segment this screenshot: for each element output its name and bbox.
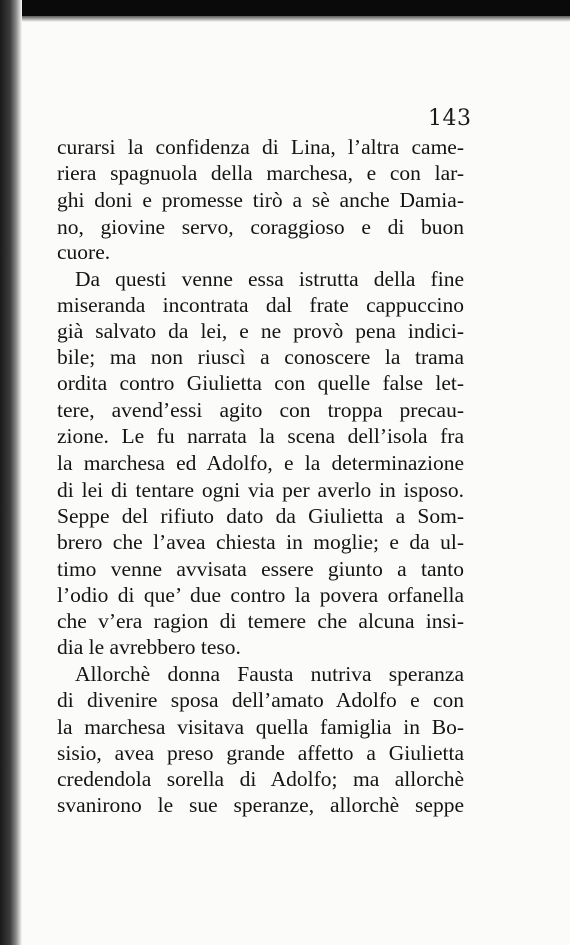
text-line: Seppe del rifiuto dato da Giulietta a Som- [57, 504, 464, 528]
text-line: ordita contro Giulietta con quelle false let- [57, 371, 464, 395]
text-line: Allorchè donna Fausta nutriva speranza [75, 662, 464, 686]
text-line: dia le avrebbero teso. [57, 635, 241, 659]
text-line: curarsi la confidenza di Lina, l’altra came- [57, 135, 464, 159]
text-line: miseranda incontrata dal frate cappuccino [57, 293, 464, 317]
page-number: 143 [428, 106, 472, 131]
book-spine-shadow [0, 0, 22, 945]
text-line: cuore. [57, 240, 111, 264]
text-line: tere, avend’essi agito con troppa precau- [57, 398, 464, 422]
text-line: di lei di tentare ogni via per averlo in isposo. [57, 478, 464, 502]
text-line: no, giovine servo, coraggioso e di buon [57, 215, 464, 239]
text-line: Da questi venne essa istrutta della fine [75, 267, 464, 291]
text-line: già salvato da lei, e ne provò pena indici- [57, 319, 464, 343]
text-line: la marchesa visitava quella famiglia in Bo- [57, 715, 464, 739]
text-line: svanirono le sue speranze, allorchè seppe [57, 793, 464, 817]
text-line: ghi doni e promesse tirò a sè anche Damia- [57, 188, 464, 212]
text-line: sisio, avea preso grande affetto a Giulietta [57, 741, 464, 765]
scan-top-edge [0, 0, 570, 16]
text-line: che v’era ragion di temere che alcuna insi- [57, 609, 464, 633]
text-line: zione. Le fu narrata la scena dell’isola fra [57, 424, 464, 448]
text-line: bile; ma non riuscì a conoscere la trama [57, 345, 464, 369]
text-line: timo venne avvisata essere giunto a tanto [57, 557, 464, 581]
text-line: l’odio di que’ due contro la povera orfanella [57, 583, 464, 607]
text-line: riera spagnuola della marchesa, e con lar- [57, 161, 464, 185]
text-line: credendola sorella di Adolfo; ma allorchè [57, 767, 464, 791]
text-line: di divenire sposa dell’amato Adolfo e con [57, 688, 464, 712]
text-line: brero che l’avea chiesta in moglie; e da ul- [57, 530, 464, 554]
text-line: la marchesa ed Adolfo, e la determinazione [57, 451, 464, 475]
